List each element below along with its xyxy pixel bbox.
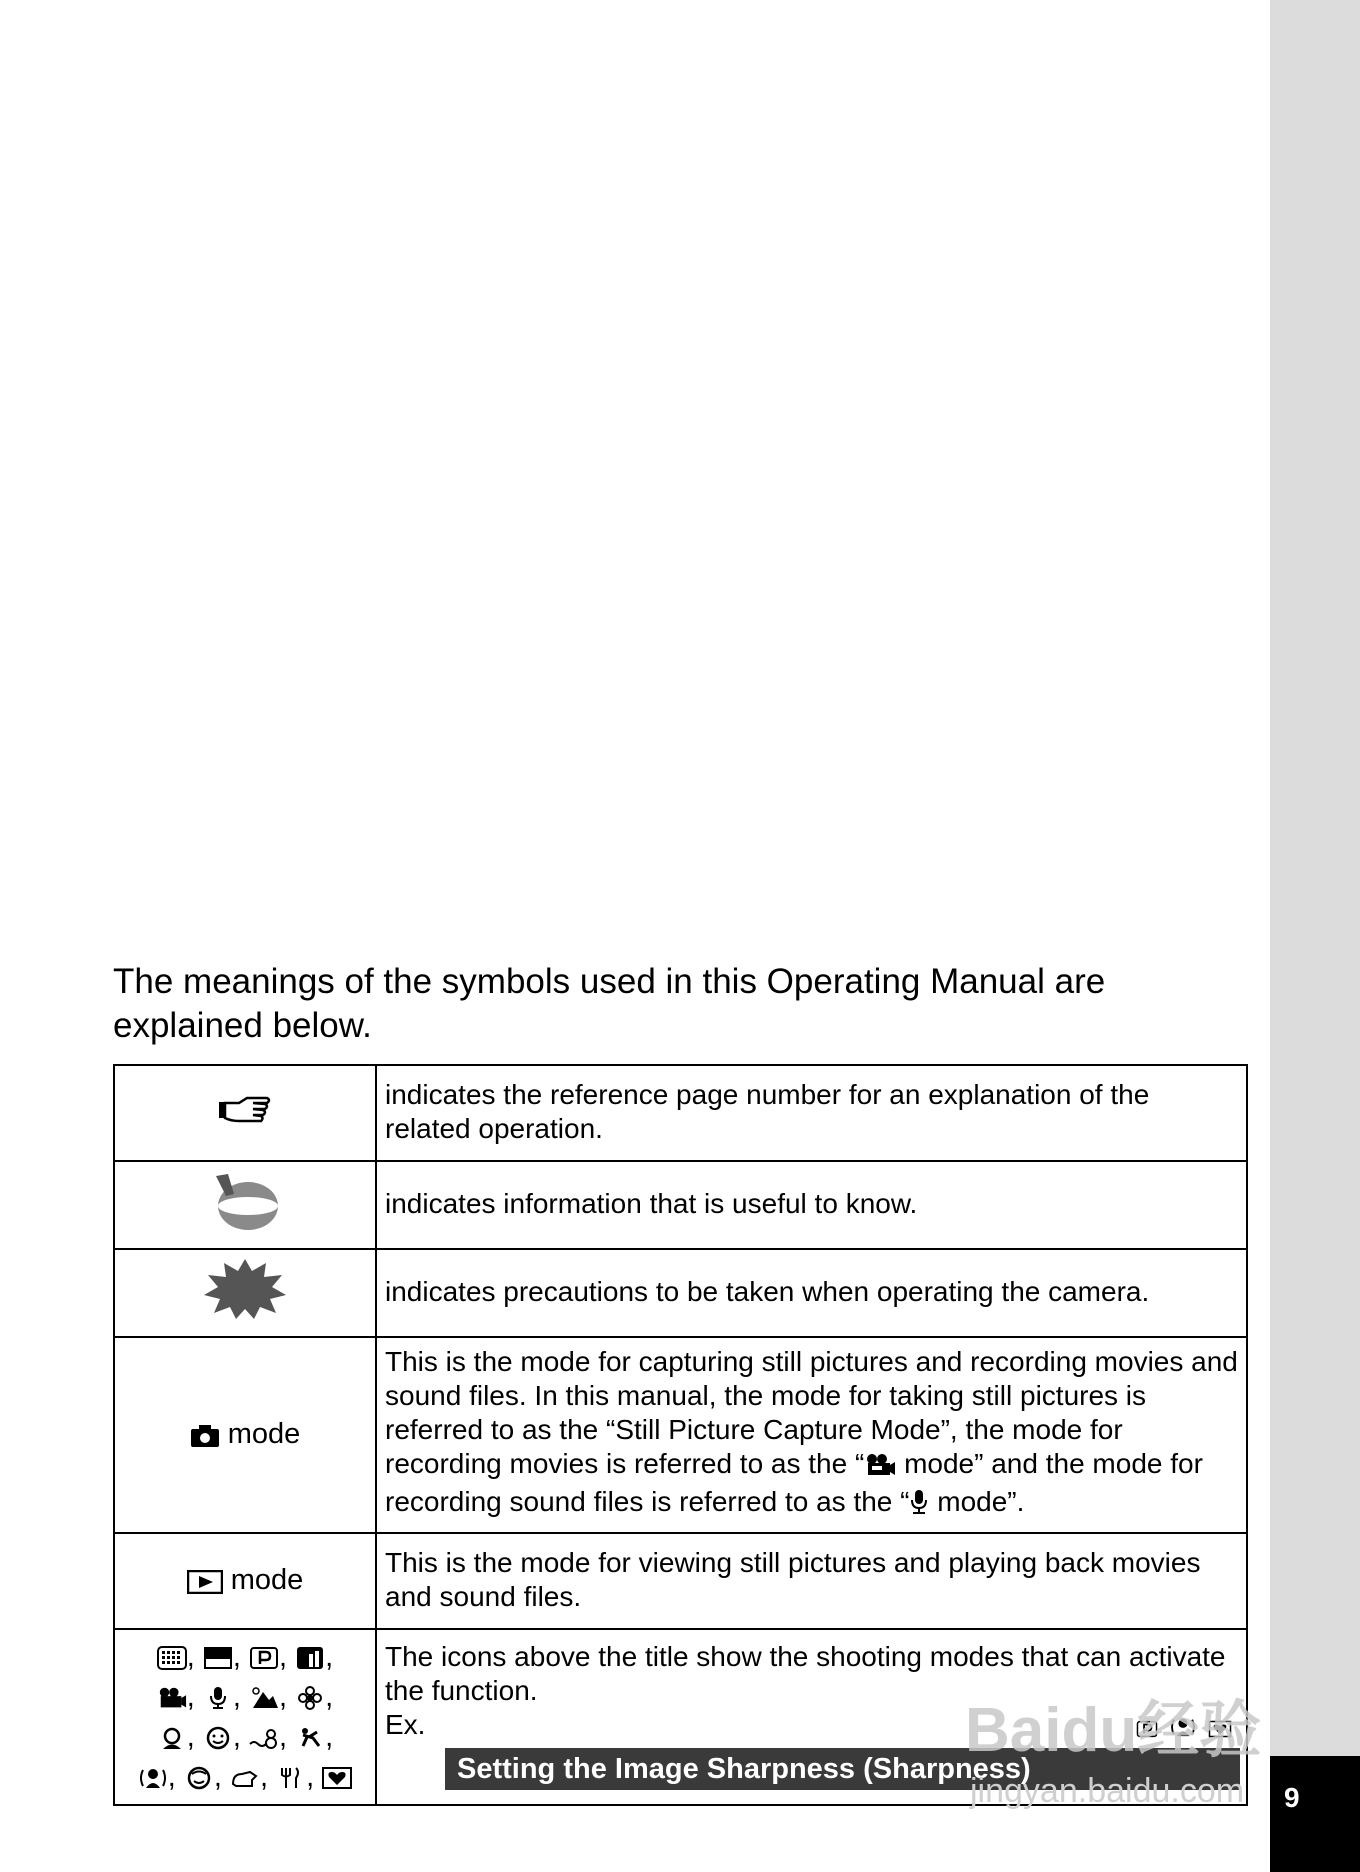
table-row: [114, 1249, 1247, 1337]
page-number: 9: [1284, 1782, 1300, 1813]
table-row: [114, 1533, 1247, 1629]
memo-icon: [210, 1170, 280, 1240]
separator: ,: [232, 1721, 241, 1753]
voice-recording-icon: [203, 1686, 233, 1710]
separator: ,: [306, 1761, 315, 1793]
auto-picture-icon: [203, 1646, 233, 1670]
separator: ,: [232, 1641, 241, 1673]
table-row: [114, 1161, 1247, 1249]
separator: ,: [325, 1721, 334, 1753]
camera-icon: [190, 1419, 228, 1452]
food-icon: [276, 1766, 306, 1790]
separator: ,: [325, 1641, 334, 1673]
separator: ,: [232, 1681, 241, 1713]
page-edge-sidebar: [1270, 0, 1360, 1872]
separator: ,: [325, 1681, 334, 1713]
camera-mode-label: mode: [227, 1418, 301, 1451]
sport-icon: [295, 1726, 325, 1750]
row-description-text: The icons above the title show the shooting modes that can activate the function.: [385, 1641, 1226, 1706]
row-description: indicates precautions to be taken when operating the camera.: [376, 1249, 1247, 1337]
intro-line-1: The meanings of the symbols used in this Operating Manual are: [113, 962, 1106, 1001]
night-scene-icon: [295, 1646, 325, 1670]
description-part-2: mode” and the mode for recording sound files is referred to as the “: [385, 1448, 1203, 1517]
watermark-logo: Baidu经验: [965, 1696, 1262, 1765]
landscape-icon: [249, 1686, 279, 1710]
symbol-cell: [114, 1065, 376, 1161]
playback-icon: [187, 1565, 231, 1598]
separator: ,: [279, 1681, 288, 1713]
row-description: indicates the reference page number for an explanation of the related operation.: [376, 1065, 1247, 1161]
frame-composite-icon: [322, 1766, 352, 1790]
natural-skin-tone-icon: [203, 1726, 233, 1750]
row-description: This is the mode for viewing still pictures and playing back movies and sound files.: [376, 1533, 1247, 1629]
table-row: [114, 1065, 1247, 1161]
symbol-cell: [114, 1249, 376, 1337]
movie-icon: [864, 1451, 896, 1485]
intro-line-2: explained below.: [113, 1006, 372, 1045]
movie-icon: [157, 1686, 187, 1710]
separator: ,: [279, 1721, 288, 1753]
mode-icons-line-4: [119, 1757, 371, 1797]
separator: ,: [186, 1641, 195, 1673]
separator: ,: [186, 1681, 195, 1713]
symbol-cell: [114, 1337, 376, 1533]
intro-text: [113, 960, 1233, 1048]
mode-icons-cell: [114, 1629, 376, 1805]
pet-icon: [230, 1766, 260, 1790]
caution-icon: [202, 1257, 288, 1329]
program-icon: [249, 1646, 279, 1670]
row-description: [376, 1337, 1247, 1533]
page-number-tab: [1270, 1756, 1360, 1872]
portrait-icon: [157, 1726, 187, 1750]
symbol-cell: [114, 1161, 376, 1249]
symbol-cell: [114, 1533, 376, 1629]
separator: ,: [279, 1641, 288, 1673]
playback-mode-label: mode: [230, 1564, 304, 1597]
row-description: indicates information that is useful to know.: [376, 1161, 1247, 1249]
digital-sv-icon: [138, 1766, 168, 1790]
table-row: [114, 1337, 1247, 1533]
surf-snow-icon: [249, 1726, 279, 1750]
description-part-1: This is the mode for capturing still pictures and recording movies and sound files. In this manual, the mode for taking still pictures is referred to as the “Still Picture Capture Mode”, the mode for recording movies is referred to as the “: [385, 1346, 1238, 1479]
separator: ,: [260, 1761, 269, 1793]
pointing-hand-icon: [217, 1094, 273, 1132]
example-label: Ex.: [385, 1709, 426, 1740]
separator: ,: [167, 1761, 176, 1793]
separator: ,: [213, 1761, 222, 1793]
description-part-3: mode”.: [929, 1486, 1025, 1517]
kids-icon: [184, 1766, 214, 1790]
flower-icon: [295, 1686, 325, 1710]
watermark-url: jingyan.baidu.com: [970, 1772, 1245, 1810]
mode-icons-line-3: [119, 1717, 371, 1757]
green-mode-icon: [157, 1646, 187, 1670]
mode-icons-line-1: [119, 1637, 371, 1677]
example-title-bar: Setting the Image Sharpness (Sharpness): [445, 1748, 1240, 1790]
voice-recording-icon: [909, 1489, 929, 1523]
separator: ,: [186, 1721, 195, 1753]
mode-icons-line-2: [119, 1677, 371, 1717]
